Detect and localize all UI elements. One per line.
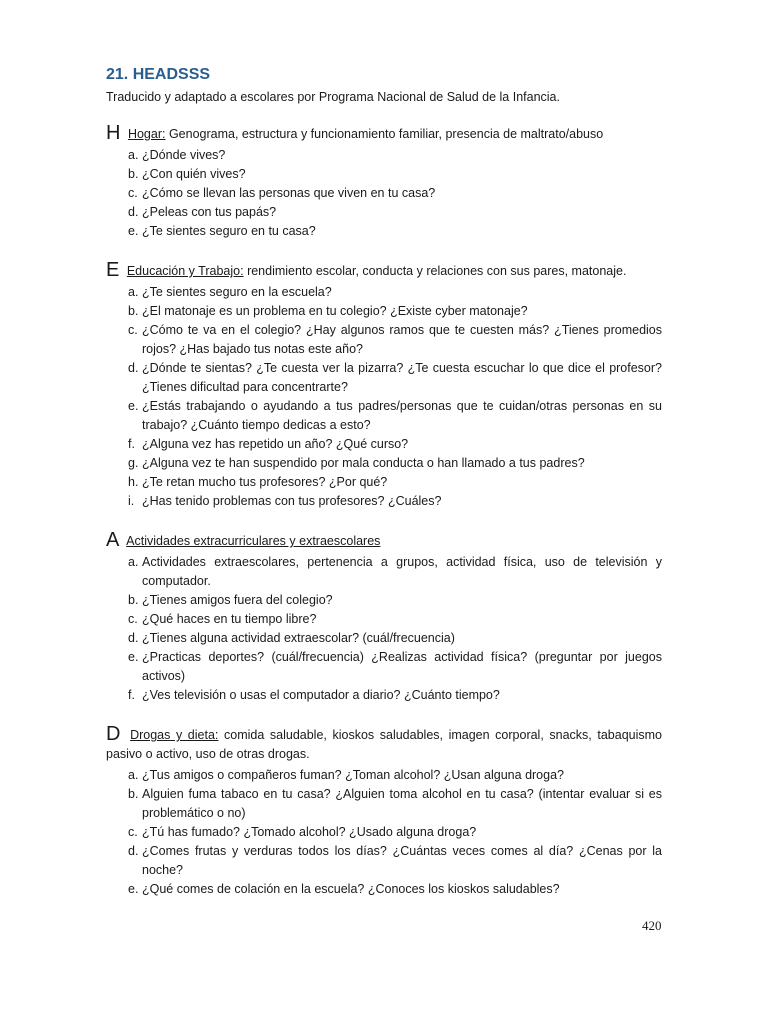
section-heading [106, 261, 662, 281]
list-item [106, 184, 662, 203]
section-description: Genograma, estructura y funcionamiento familiar, presencia de maltrato/abuso [168, 127, 604, 141]
document-title: 21. HEADSSS [106, 66, 211, 83]
list-item [106, 553, 662, 591]
list-item [106, 321, 662, 359]
section-title: Drogas y dieta: [130, 728, 219, 742]
item-marker: b. [128, 304, 139, 318]
item-marker: e. [128, 882, 139, 896]
section-description: rendimiento escolar, conducta y relaciones con sus pares, matonaje. [247, 264, 627, 278]
list-item [106, 785, 662, 823]
item-text: ¿Con quién vives? [142, 167, 246, 181]
item-marker: i. [128, 494, 135, 508]
question-list [106, 283, 662, 511]
list-item [106, 842, 662, 880]
item-marker: c. [128, 186, 138, 200]
item-text: ¿Has tenido problemas con tus profesores? ¿Cuáles? [142, 494, 442, 508]
item-marker: h. [128, 475, 139, 489]
item-marker: f. [128, 688, 135, 702]
list-item [106, 823, 662, 842]
item-text: ¿Cómo se llevan las personas que viven en tu casa? [142, 186, 436, 200]
item-text: ¿Tienes alguna actividad extraescolar? (cuál/frecuencia) [142, 631, 455, 645]
section-title: Actividades extracurriculares y extraescolares [126, 534, 381, 548]
item-text: ¿Estás trabajando o ayudando a tus padres/personas que te cuidan/otras personas en su trabajo? ¿Cuánto tiempo dedicas a esto? [142, 399, 662, 432]
list-item [106, 435, 662, 454]
item-marker: b. [128, 787, 139, 801]
section-actividades [106, 531, 662, 705]
list-item [106, 397, 662, 435]
list-item [106, 302, 662, 321]
item-text: Actividades extraescolares, pertenencia a grupos, actividad física, uso de televisión y computador. [142, 555, 662, 588]
item-text: ¿Ves televisión o usas el computador a diario? ¿Cuánto tiempo? [142, 688, 500, 702]
item-text: ¿Comes frutas y verduras todos los días? ¿Cuántas veces comes al día? ¿Cenas por la noche? [142, 844, 662, 877]
question-list [106, 146, 662, 241]
item-text: ¿Practicas deportes? (cuál/frecuencia) ¿Realizas actividad física? (preguntar por juegos activos) [142, 650, 662, 683]
item-marker: b. [128, 167, 139, 181]
list-item [106, 203, 662, 222]
item-text: ¿Tienes amigos fuera del colegio? [142, 593, 333, 607]
item-text: ¿Alguna vez te han suspendido por mala conducta o han llamado a tus padres? [142, 456, 585, 470]
section-letter: E [106, 259, 120, 281]
item-marker: b. [128, 593, 139, 607]
item-text: ¿Te retan mucho tus profesores? ¿Por qué? [142, 475, 388, 489]
item-text: ¿Alguna vez has repetido un año? ¿Qué curso? [142, 437, 409, 451]
section-heading [106, 725, 662, 764]
section-title: Educación y Trabajo: [126, 264, 244, 278]
item-marker: f. [128, 437, 135, 451]
section-hogar [106, 124, 662, 241]
item-marker: c. [128, 825, 138, 839]
list-item [106, 880, 662, 899]
list-item [106, 648, 662, 686]
section-letter: H [106, 122, 121, 144]
item-text: ¿Dónde vives? [142, 148, 226, 162]
list-item [106, 222, 662, 241]
item-text: ¿Te sientes seguro en tu casa? [142, 224, 316, 238]
question-list [106, 553, 662, 705]
item-marker: c. [128, 612, 138, 626]
list-item [106, 359, 662, 397]
section-heading [106, 531, 662, 551]
section-educacion [106, 261, 662, 511]
list-item [106, 492, 662, 511]
section-letter: D [106, 723, 121, 745]
list-item [106, 629, 662, 648]
item-text: ¿Cómo te va en el colegio? ¿Hay algunos ramos que te cuesten más? ¿Tienes promedios rojos? ¿Has bajado tus notas este año? [142, 323, 662, 356]
item-marker: d. [128, 631, 139, 645]
item-marker: e. [128, 650, 139, 664]
list-item [106, 686, 662, 705]
page-content [106, 64, 662, 899]
list-item [106, 165, 662, 184]
item-text: ¿Qué comes de colación en la escuela? ¿Conoces los kioskos saludables? [142, 882, 560, 896]
list-item [106, 766, 662, 785]
item-marker: a. [128, 768, 139, 782]
item-text: ¿El matonaje es un problema en tu colegio? ¿Existe cyber matonaje? [142, 304, 528, 318]
section-drogas [106, 725, 662, 899]
section-description: comida saludable, kioskos saludables, imagen corporal, snacks, tabaquismo pasivo o activo, uso de otras drogas. [106, 728, 662, 761]
list-item [106, 454, 662, 473]
list-item [106, 146, 662, 165]
item-text: ¿Tú has fumado? ¿Tomado alcohol? ¿Usado alguna droga? [142, 825, 477, 839]
item-text: Alguien fuma tabaco en tu casa? ¿Alguien toma alcohol en tu casa? (intentar evaluar si es problemático o no) [142, 787, 662, 820]
list-item [106, 473, 662, 492]
item-marker: d. [128, 205, 139, 219]
page-number: 420 [642, 918, 662, 933]
item-marker: d. [128, 361, 139, 375]
document-subtitle: Traducido y adaptado a escolares por Programa Nacional de Salud de la Infancia. [106, 90, 560, 104]
item-text: ¿Tus amigos o compañeros fuman? ¿Toman alcohol? ¿Usan alguna droga? [142, 768, 564, 782]
list-item [106, 283, 662, 302]
item-marker: c. [128, 323, 138, 337]
section-heading [106, 124, 662, 144]
section-title: Hogar: [127, 127, 166, 141]
question-list [106, 766, 662, 899]
item-marker: a. [128, 555, 139, 569]
item-marker: g. [128, 456, 139, 470]
item-marker: e. [128, 224, 139, 238]
list-item [106, 610, 662, 629]
item-text: ¿Te sientes seguro en la escuela? [142, 285, 332, 299]
item-text: ¿Dónde te sientas? ¿Te cuesta ver la pizarra? ¿Te cuesta escuchar lo que dice el profesor? ¿Tienes dificultad para concentrarte? [142, 361, 662, 394]
section-letter: A [106, 529, 120, 551]
item-marker: e. [128, 399, 139, 413]
item-text: ¿Qué haces en tu tiempo libre? [142, 612, 317, 626]
item-text: ¿Peleas con tus papás? [142, 205, 277, 219]
item-marker: d. [128, 844, 139, 858]
item-marker: a. [128, 148, 139, 162]
list-item [106, 591, 662, 610]
item-marker: a. [128, 285, 139, 299]
